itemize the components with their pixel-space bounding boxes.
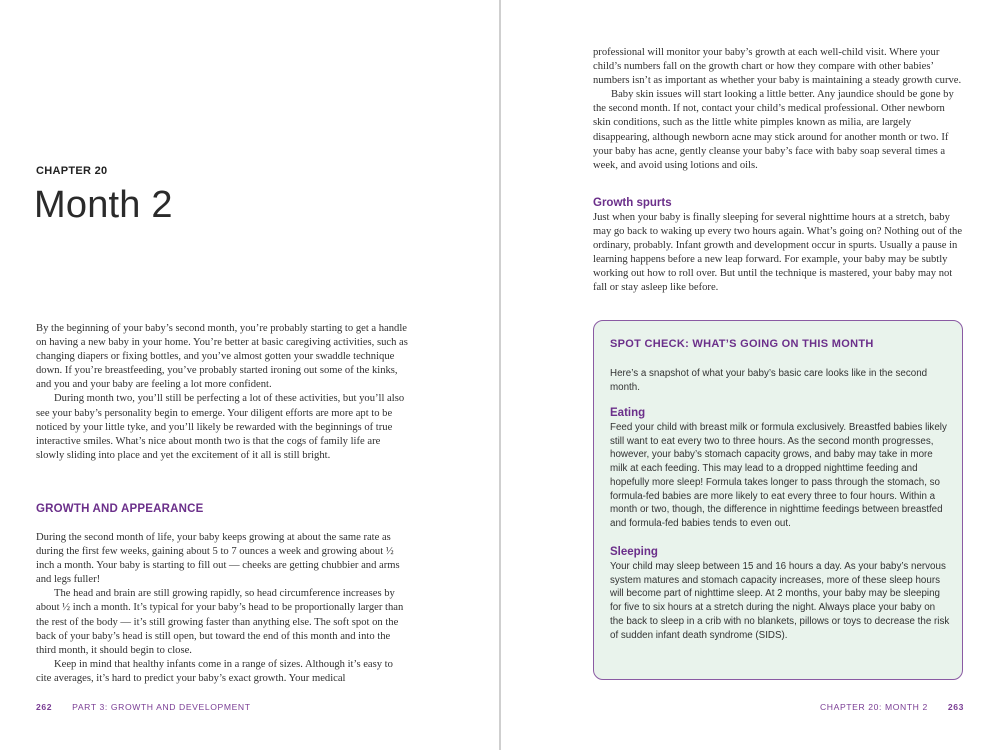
- spot-check-intro: Here’s a snapshot of what your baby’s basic care looks like in the second month.: [610, 368, 928, 393]
- section-heading-growth-appearance: GROWTH AND APPEARANCE: [36, 503, 204, 515]
- spot-check-box: [593, 320, 963, 680]
- growth-text: [36, 531, 408, 686]
- right-page-number: 263: [947, 702, 964, 712]
- left-footer: [36, 702, 251, 712]
- left-page: [0, 0, 499, 750]
- spot-check-eating-text: Feed your child with breast milk or formula exclusively. Breastfed babies likely still want to eat every two to three hours. As the second month progresses, however, your baby’s stomach capacity grows, and baby may take in more milk at each feeding. This may lead to a dropped nighttime feeding and hopefully more sleep! Formula takes longer to pass through the stomach, so formula-fed babies are more likely to eat every three to four hours. Within a month or two, though, the difference in nighttime feedings between breastfed and formula-fed babies tends to even out.: [610, 422, 947, 529]
- intro-text: [36, 322, 408, 463]
- growth-spurts-heading: Growth spurts: [593, 197, 672, 209]
- right-footer-text: CHAPTER 20: MONTH 2: [820, 702, 928, 712]
- right-paragraph-1: professional will monitor your baby’s growth at each well-child visit. Where your child’s numbers fall on the growth chart or how they compare with other babies’ numbers isn’t as important as whether your baby is maintaining a steady growth curve.: [593, 47, 962, 87]
- right-paragraph-2: Baby skin issues will start looking a little better. Any jaundice should be gone by the second month. If not, contact your child’s medical professional. Other newborn skin conditions, such as the little white pimples known as milia, are largely disappearing, although newborn acne may stick around for another month or two. If your baby has acne, gently cleanse your baby’s face with baby soap several times a week, and avoid using lotions and oils.: [593, 89, 954, 171]
- chapter-title: Month 2: [34, 184, 173, 226]
- right-page: [501, 0, 1000, 750]
- growth-paragraph-1: During the second month of life, your baby keeps growing at about the same rate as during the first few weeks, gaining about 5 to 7 ounces a week and growing about ½ inch a month. Your baby is starting to fill out — cheeks are getting chubbier and arms and legs fuller!: [36, 532, 400, 586]
- growth-spurts-text: Just when your baby is finally sleeping for several nighttime hours at a stretch, baby may go back to waking up every two hours again. What’s going on? Nothing out of the ordinary, probably. Infant growth and development occur in spurts. Usually a pause in learning happens before a new leap forward. For example, your baby may be subtly working out how to roll over. But until the technique is mastered, your baby may not fall or stay asleep like before.: [593, 212, 963, 294]
- growth-paragraph-3: Keep in mind that healthy infants come in a range of sizes. Although it’s easy to cite averages, it’s hard to predict your baby’s exact growth. Your medical: [36, 658, 393, 684]
- right-footer: [820, 702, 964, 712]
- spot-check-sleeping-text: Your child may sleep between 15 and 16 hours a day. As your baby’s nervous system matures and stomach capacity increases, more of these sleep hours will become part of nighttime sleep. At 2 months, your baby may be sleeping for five to six hours at a stretch during the night. Always place your baby on the back to sleep in a crib with no blankets, pillows or toys to decrease the risk of sudden infant death syndrome (SIDS).: [610, 561, 950, 641]
- spot-check-sleeping-heading: Sleeping: [610, 546, 658, 558]
- spot-check-title: SPOT CHECK: WHAT’S GOING ON THIS MONTH: [610, 338, 874, 350]
- left-footer-text: PART 3: GROWTH AND DEVELOPMENT: [72, 702, 251, 712]
- right-top-text: [593, 46, 964, 173]
- intro-paragraph-1: By the beginning of your baby’s second month, you’re probably starting to get a handle on having a new baby in your home. You’re better at basic caregiving activities, such as changing diapers or fixing bottles, and you’ve almost gotten your swaddle technique down. If you’re breastfeeding, you’ve probably started ironing out some of the kinks, and you and your baby are feeling a lot more confident.: [36, 323, 408, 391]
- left-page-number: 262: [36, 702, 53, 712]
- intro-paragraph-2: During month two, you’ll still be perfecting a lot of these activities, but you’ll also see your baby’s personality begin to emerge. Your diligent efforts are more apt to be noticed by your little tyke, and you’ll likely be rewarded with the beginnings of true interactive smiles. What’s nice about month two is that the cogs of family life are slowly sliding into place and yet the excitement of it all is still bright.: [36, 393, 405, 461]
- chapter-label: CHAPTER 20: [36, 165, 108, 177]
- growth-paragraph-2: The head and brain are still growing rapidly, so head circumference increases by about ½ inch a month. It’s typical for your baby’s head to be proportionally larger than the rest of the body — it’s still growing faster than anything else. The soft spot on the back of your baby’s head is still open, but toward the end of this month and into the third month, it should begin to close.: [36, 588, 404, 656]
- spot-check-eating-heading: Eating: [610, 407, 646, 419]
